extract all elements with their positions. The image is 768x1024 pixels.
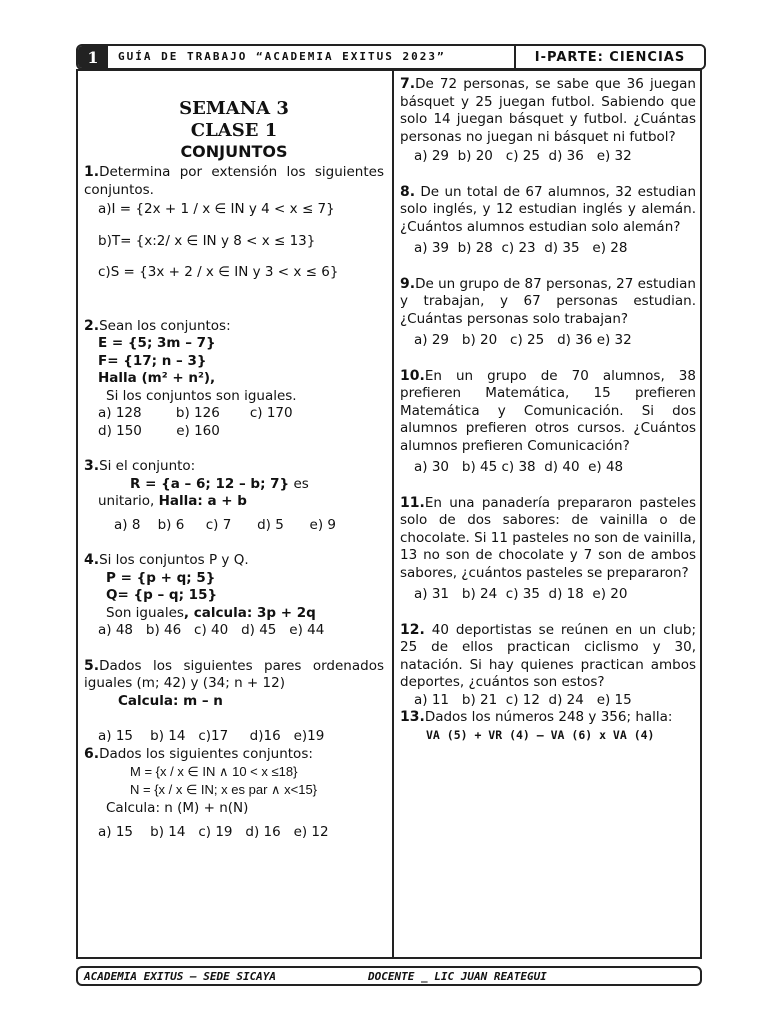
spacer — [400, 166, 696, 184]
q8-options: a) 39 b) 28 c) 23 d) 35 e) 28 — [414, 240, 628, 256]
question-text: De un total de 67 alumnos, 32 estudian solo inglés, y 12 estudian inglés y alemán. ¿Cuántos alumnos estudian solo alemán? — [400, 183, 696, 235]
set-n: N = {x / x ∈ IN; x es par ∧ x<15} — [130, 781, 318, 797]
set-q: Q= {p – q; 15} — [106, 587, 218, 603]
footer-academy: ACADEMIA EXITUS – SEDE SICAYA — [84, 970, 277, 983]
q3-unitario: unitario, — [98, 493, 155, 509]
question-number: 12. — [400, 621, 425, 638]
question-5 — [84, 658, 384, 693]
question-6 — [84, 746, 384, 764]
week-title: SEMANA 3 — [179, 98, 289, 119]
set-f: F= {17; n – 3} — [98, 352, 207, 369]
spacer — [84, 440, 384, 458]
question-number: 5. — [84, 657, 100, 674]
footer-teacher: DOCENTE _ LIC JUAN REATEGUI — [368, 970, 547, 983]
q2-halla: Halla (m² + n²), — [98, 370, 216, 386]
q13-expression: VA (5) + VR (4) – VA (6) x VA (4) — [426, 727, 655, 742]
page-footer — [76, 966, 702, 986]
question-2 — [84, 318, 384, 336]
q3-line — [84, 493, 384, 511]
q3-halla: Halla: a + b — [158, 493, 247, 509]
class-title: CLASE 1 — [190, 120, 278, 141]
question-number: 9. — [400, 275, 416, 292]
set-r-line — [84, 476, 384, 494]
spacer — [400, 604, 696, 622]
spacer — [400, 477, 696, 495]
set-r: R = {a – 6; 12 – b; 7} — [130, 475, 290, 492]
question-4 — [84, 552, 384, 570]
q10-options: a) 30 b) 45 c) 38 d) 40 e) 48 — [414, 459, 624, 475]
spacer — [400, 258, 696, 276]
question-number: 3. — [84, 458, 100, 474]
question-13 — [400, 709, 696, 727]
q5-options: a) 15 b) 14 c)17 d)16 e)19 — [98, 728, 325, 744]
topic-title: CONJUNTOS — [180, 142, 288, 161]
q3-options: a) 8 b) 6 c) 7 d) 5 e) 9 — [114, 516, 336, 533]
q1-item-c: c)S = {3x + 2 / x ∈ IN y 3 < x ≤ 6} — [98, 264, 339, 280]
q7-options: a) 29 b) 20 c) 25 d) 36 e) 32 — [414, 148, 632, 164]
spacer — [84, 219, 384, 233]
question-7 — [400, 76, 696, 146]
question-number: 1. — [84, 164, 100, 180]
column-divider — [392, 69, 394, 959]
question-text: Si los conjuntos P y Q. — [99, 552, 249, 568]
set-e: E = {5; 3m – 7} — [98, 335, 216, 351]
q2-condition: Si los conjuntos son iguales. — [106, 387, 297, 404]
spacer — [84, 282, 384, 318]
question-text: Dados los siguientes pares ordenados iguales (m; 42) y (34; n + 12) — [84, 657, 384, 691]
question-text: De 72 personas, se sabe que 36 juegan básquet y 25 juegan futbol. Sabiendo que solo 14 juegan básquet y futbol. ¿Cuántas personas no juegan ni básquet ni futbol? — [400, 76, 696, 145]
question-number: 7. — [400, 76, 416, 92]
question-text: Determina por extensión los siguientes conjuntos. — [84, 164, 384, 198]
question-text: Si el conjunto: — [99, 458, 196, 474]
q4-line — [84, 605, 384, 623]
question-9 — [400, 276, 696, 329]
spacer — [84, 250, 384, 264]
spacer — [84, 640, 384, 658]
q4-options: a) 48 b) 46 c) 40 d) 45 e) 44 — [98, 622, 325, 638]
q5-calcula: Calcula: m – n — [118, 692, 223, 709]
page-header — [76, 44, 706, 70]
set-m: M = {x / x ∈ IN ∧ 10 < x ≤18} — [130, 764, 298, 779]
spacer — [84, 534, 384, 552]
question-text: Sean los conjuntos: — [99, 317, 231, 334]
question-text: Dados los siguientes conjuntos: — [99, 745, 313, 762]
question-text: De un grupo de 87 personas, 27 estudian y trabajan, y 67 personas estudian. ¿Cuántas personas solo trabajan? — [400, 275, 696, 327]
question-8 — [400, 184, 696, 237]
question-11 — [400, 495, 696, 583]
q6-calcula: Calcula: n (M) + n(N) — [106, 800, 249, 816]
q11-options: a) 31 b) 24 c) 35 d) 18 e) 20 — [414, 586, 628, 602]
question-text: Dados los números 248 y 356; halla: — [424, 709, 673, 725]
question-number: 4. — [84, 552, 100, 568]
q2-options-row-1: a) 128 b) 126 c) 170 — [98, 405, 293, 421]
question-12 — [400, 622, 696, 692]
question-text: 40 deportistas se reúnen en un club; 25 de ellos practican ciclismo y 30, natación. Si hay quienes practican ambos deportes, ¿cuántos son estos? — [400, 621, 696, 690]
q9-options: a) 29 b) 20 c) 25 d) 36 e) 32 — [414, 332, 632, 348]
q4-son-iguales: Son iguales — [106, 604, 184, 621]
left-column — [84, 96, 384, 841]
question-number: 2. — [84, 317, 100, 334]
q1-item-a: a)I = {2x + 1 / x ∈ IN y 4 < x ≤ 7} — [98, 201, 335, 217]
section-label: I-PARTE: CIENCIAS — [514, 46, 704, 68]
right-column — [400, 76, 696, 744]
question-10 — [400, 368, 696, 456]
question-text: En un grupo de 70 alumnos, 38 prefieren Matemática, 15 prefieren Matemática y Comunicación. Si dos alumnos prefieren otros cursos. ¿Cuántos alumnos prefieren Comunicación? — [400, 367, 696, 454]
set-p: P = {p + q; 5} — [106, 569, 216, 586]
question-number: 8. — [400, 183, 416, 200]
q12-options: a) 11 b) 21 c) 12 d) 24 e) 15 — [414, 691, 632, 708]
q4-calcula: , calcula: 3p + 2q — [183, 604, 316, 621]
question-number: 6. — [84, 745, 100, 762]
question-1 — [84, 164, 384, 199]
spacer — [400, 350, 696, 368]
spacer — [84, 710, 384, 728]
page-number: 1 — [78, 46, 108, 68]
question-number: 13. — [400, 709, 425, 725]
q2-options-row-2: d) 150 e) 160 — [98, 422, 220, 439]
guide-title: GUÍA DE TRABAJO “ACADEMIA EXITUS 2023” — [118, 50, 446, 63]
set-r-suffix: es — [289, 475, 309, 492]
q6-options: a) 15 b) 14 c) 19 d) 16 e) 12 — [98, 823, 329, 840]
q1-item-b: b)T= {x:2/ x ∈ IN y 8 < x ≤ 13} — [98, 232, 316, 249]
question-3 — [84, 458, 384, 476]
question-number: 11. — [400, 494, 425, 511]
question-text: En una panadería prepararon pasteles solo de dos sabores: de vainilla o de chocolate. Si 11 pasteles no son de vainilla, 13 no son de chocolate y 7 son de ambos sabores, ¿cuántos pasteles se prepararon? — [400, 494, 696, 581]
question-number: 10. — [400, 367, 425, 384]
